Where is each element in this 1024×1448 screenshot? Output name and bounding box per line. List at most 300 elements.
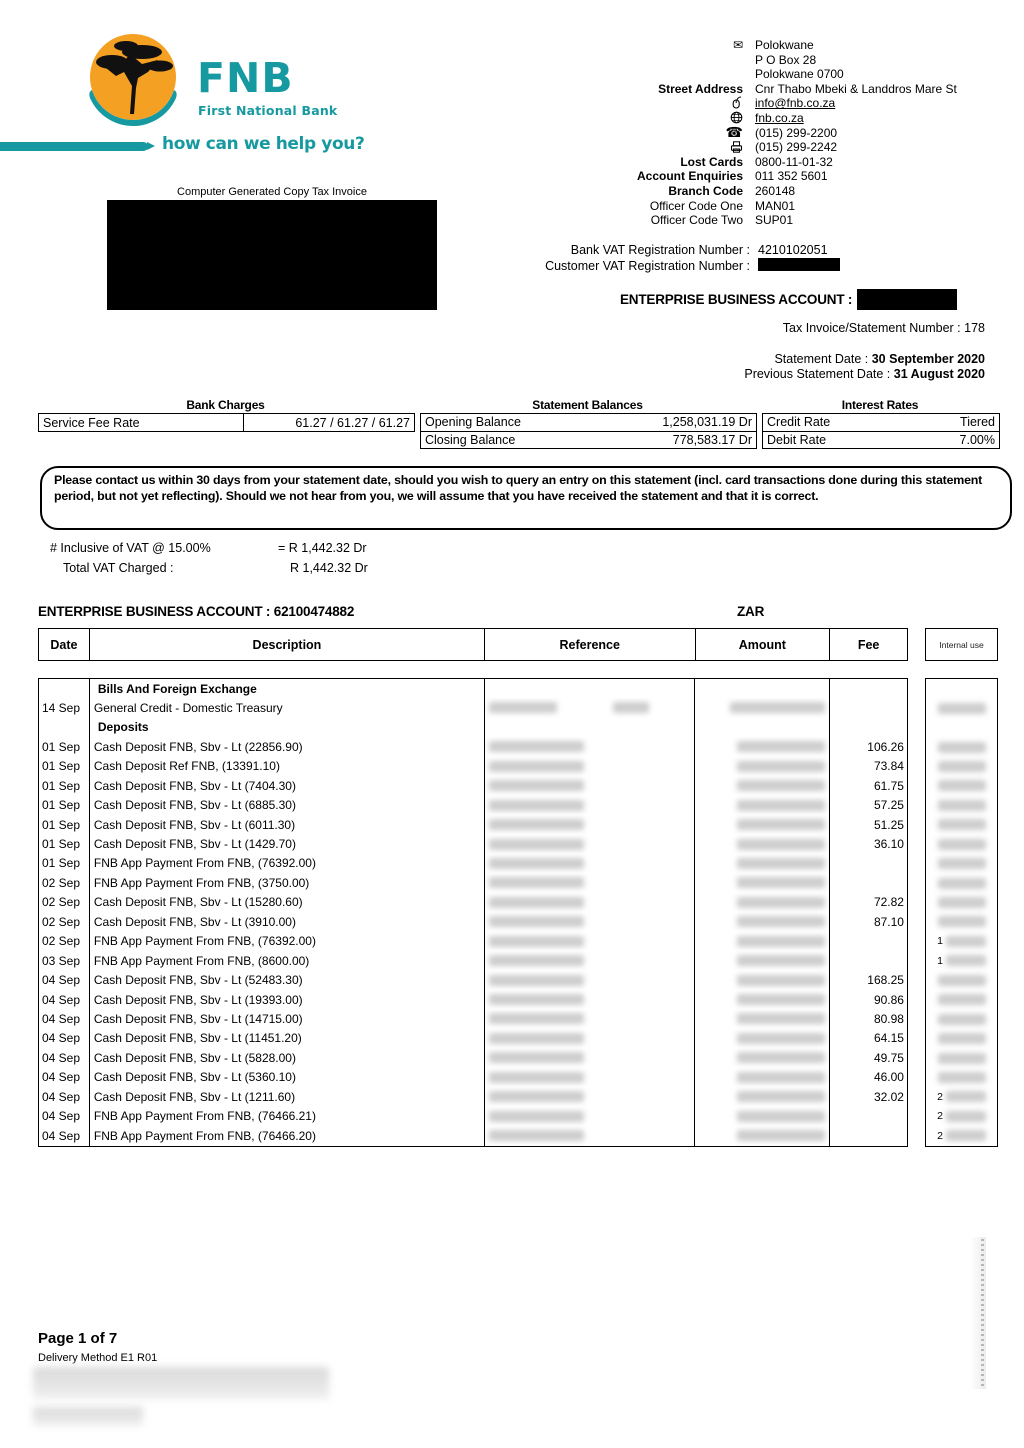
redacted-blur: [489, 858, 584, 869]
redacted-blur: [737, 858, 825, 869]
cell-description: Bills And Foreign Exchange: [89, 679, 484, 698]
cell-amount: [694, 854, 829, 873]
tax-invoice-number: 178: [964, 321, 985, 335]
redacted-blur: [737, 936, 825, 947]
redacted-blur: [938, 1033, 986, 1044]
redacted-blur: [489, 1013, 584, 1024]
account-enquiries-label: Account Enquiries: [636, 169, 743, 184]
cell-fee: [829, 679, 907, 698]
table-row: [39, 1048, 907, 1067]
cell-reference: [484, 1029, 695, 1048]
redacted-blur: [938, 858, 986, 869]
redacted-blur: [737, 897, 825, 908]
cell-description: FNB App Payment From FNB, (76466.20): [89, 1126, 484, 1145]
redacted-blur: [489, 1111, 584, 1122]
redacted-blur: [938, 839, 986, 850]
cell-description: Cash Deposit FNB, Sbv - Lt (5828.00): [89, 1048, 484, 1067]
previous-statement-date-line: Previous Statement Date : 31 August 2020: [744, 367, 985, 381]
cell-fee: 61.75: [829, 776, 907, 795]
officer-code-two-value: SUP01: [755, 213, 794, 228]
cell-reference: [484, 1009, 695, 1028]
redacted-blur: [489, 800, 584, 811]
cell-reference: [484, 990, 695, 1009]
table-row: [39, 1068, 907, 1087]
redacted-blur: [737, 780, 825, 791]
internal-use-row: [926, 796, 997, 815]
officer-code-two-label: Officer Code Two: [650, 213, 743, 228]
cell-date: 04 Sep: [42, 1128, 81, 1143]
cell-date: 01 Sep: [42, 739, 81, 754]
redacted-blur: [489, 819, 584, 830]
closing-balance-value: 778,583.17 Dr: [672, 432, 752, 447]
cell-amount: [694, 1009, 829, 1028]
redacted-blur: [938, 1014, 986, 1025]
internal-use-row: [926, 718, 997, 737]
vertical-microtext-strip: [972, 1237, 986, 1389]
cell-reference: [484, 1068, 695, 1087]
phone-number: (015) 299-2200: [755, 125, 838, 140]
cell-amount: [694, 873, 829, 892]
cell-fee: 73.84: [829, 757, 907, 776]
cell-date: 01 Sep: [42, 856, 81, 871]
redacted-blur: [737, 839, 825, 850]
table-row: [39, 698, 907, 717]
cell-description: Cash Deposit FNB, Sbv - Lt (6011.30): [89, 815, 484, 834]
website-link[interactable]: fnb.co.za: [755, 110, 804, 125]
table-row: [39, 912, 907, 931]
cell-date: 04 Sep: [42, 1070, 81, 1085]
table-row: [39, 1126, 907, 1145]
cell-description: Cash Deposit FNB, Sbv - Lt (5360.10): [89, 1068, 484, 1087]
service-fee-rate-label: Service Fee Rate: [43, 415, 140, 430]
cell-date: 02 Sep: [42, 914, 81, 929]
cell-date: [39, 679, 89, 698]
cell-date: 01 Sep: [42, 817, 81, 832]
cell-fee: [829, 873, 907, 892]
email-link[interactable]: info@fnb.co.za: [755, 96, 836, 111]
street-address-label: Street Address: [658, 81, 743, 96]
fnb-logo: [86, 32, 180, 132]
cell-reference: [484, 718, 695, 737]
cell-description: Cash Deposit FNB, Sbv - Lt (14715.00): [89, 1009, 484, 1028]
redacted-blur: [489, 741, 584, 752]
internal-use-row: [926, 873, 997, 892]
header-amount: Amount: [695, 629, 830, 660]
opening-balance-row: Opening Balance 1,258,031.19 Dr: [425, 415, 752, 430]
cell-description: Cash Deposit FNB, Sbv - Lt (52483.30): [89, 971, 484, 990]
cell-description: FNB App Payment From FNB, (76466.21): [89, 1107, 484, 1126]
customer-vat-redaction-box: [758, 258, 840, 271]
fax-number: (015) 299-2242: [755, 140, 838, 155]
interest-rates-title: Interest Rates: [841, 398, 919, 412]
fnb-tree-logo-graphic: [86, 32, 180, 132]
cell-reference: [484, 893, 695, 912]
redacted-blur: [489, 994, 584, 1005]
redacted-blur: [737, 1091, 825, 1102]
redacted-blur: [489, 1091, 584, 1102]
branch-code-label: Branch Code: [668, 183, 743, 198]
cell-description: Cash Deposit FNB, Sbv - Lt (19393.00): [89, 990, 484, 1009]
cell-fee: [829, 1126, 907, 1145]
previous-statement-date: 31 August 2020: [893, 367, 985, 381]
internal-use-row: [926, 1068, 997, 1087]
table-row: [39, 737, 907, 756]
cell-reference: [484, 854, 695, 873]
cell-amount: [694, 718, 829, 737]
internal-use-row: [926, 932, 997, 951]
cell-description: General Credit - Domestic Treasury: [89, 698, 484, 717]
cell-date: 04 Sep: [42, 1050, 81, 1065]
lost-cards-value: 0800-11-01-32: [755, 154, 833, 169]
service-fee-rate-value: 61.27 / 61.27 / 61.27: [243, 414, 414, 431]
contact-pobox: P O Box 28: [755, 52, 817, 67]
contact-postal: Polokwane 0700: [755, 67, 844, 82]
table-row: [39, 757, 907, 776]
cell-amount: [694, 971, 829, 990]
table-row: [39, 932, 907, 951]
cell-reference: [484, 1107, 695, 1126]
cell-date: [39, 718, 89, 737]
cell-date: 02 Sep: [42, 895, 81, 910]
redacted-blur: [489, 1033, 584, 1044]
redacted-blur: [737, 1052, 825, 1063]
redacted-blur: [613, 702, 649, 713]
cell-date: 02 Sep: [42, 934, 81, 949]
cell-amount: [694, 737, 829, 756]
contact-city: Polokwane: [755, 38, 814, 52]
redacted-blur: [489, 877, 584, 888]
cell-description: Cash Deposit FNB, Sbv - Lt (1211.60): [89, 1087, 484, 1106]
cell-reference: [484, 971, 695, 990]
internal-use-header: Internal use: [925, 628, 998, 661]
table-row: [39, 854, 907, 873]
redacted-blur: [489, 975, 584, 986]
redacted-blur: [946, 1091, 986, 1102]
cell-amount: [694, 1087, 829, 1106]
header-fee: Fee: [829, 629, 907, 660]
internal-use-prefix: 2: [937, 1110, 943, 1123]
redacted-blur: [737, 819, 825, 830]
customer-vat-label: Customer VAT Registration Number :: [545, 259, 750, 273]
cell-reference: [484, 951, 695, 970]
table-row: [39, 873, 907, 892]
redacted-blur: [938, 800, 986, 811]
brand-swoosh-line: [0, 142, 148, 151]
cell-fee: [829, 932, 907, 951]
internal-use-row: [926, 737, 997, 756]
branch-code-value: 260148: [755, 183, 796, 198]
header-date: Date: [50, 637, 78, 652]
table-row: [39, 718, 907, 737]
statement-balances-title: Statement Balances: [532, 398, 643, 412]
cell-fee: 80.98: [829, 1009, 907, 1028]
redacted-blur: [737, 1033, 825, 1044]
bank-charges-table: [38, 413, 415, 432]
cell-date: 01 Sep: [42, 759, 81, 774]
redacted-blur: [489, 1130, 584, 1141]
redacted-blur: [938, 819, 986, 830]
cell-amount: [694, 835, 829, 854]
internal-use-row: [926, 1048, 997, 1067]
cell-date: 01 Sep: [42, 837, 81, 851]
globe-icon: [610, 111, 743, 126]
fnb-wordmark: FNB: [197, 54, 294, 102]
cell-fee: 87.10: [829, 912, 907, 931]
bank-charges-title: Bank Charges: [186, 398, 265, 412]
redacted-blur: [737, 975, 825, 986]
internal-use-row: [926, 679, 997, 698]
cell-description: Cash Deposit FNB, Sbv - Lt (3910.00): [89, 912, 484, 931]
transaction-table-header: [38, 628, 908, 661]
bank-vat-value: 4210102051: [758, 243, 828, 257]
footer-redacted-text-block: [33, 1367, 329, 1399]
enterprise-account-title: ENTERPRISE BUSINESS ACCOUNT :: [620, 291, 853, 307]
redacted-blur: [938, 1072, 986, 1083]
currency-label: ZAR: [737, 604, 765, 619]
delivery-method: Delivery Method E1 R01: [38, 1352, 158, 1364]
table-row: [39, 893, 907, 912]
customer-address-redaction-box: [107, 200, 437, 310]
cell-amount: [694, 757, 829, 776]
bank-vat-label: Bank VAT Registration Number :: [570, 243, 750, 257]
cell-description: FNB App Payment From FNB, (76392.00): [89, 854, 484, 873]
internal-use-row: [926, 951, 997, 970]
internal-use-row: [926, 835, 997, 854]
cell-description: Cash Deposit FNB, Sbv - Lt (15280.60): [89, 893, 484, 912]
cell-fee: 90.86: [829, 990, 907, 1009]
cell-date: 01 Sep: [42, 798, 81, 813]
statement-balances-table: [420, 413, 757, 449]
redacted-blur: [946, 955, 986, 966]
cell-amount: [694, 1068, 829, 1087]
cell-amount: [694, 951, 829, 970]
tax-invoice-number-line: Tax Invoice/Statement Number : 178: [782, 321, 985, 335]
statement-query-notice: Please contact us within 30 days from your statement date, should you wish to query an entry on this statement (incl. card transactions done during this statement period, but not yet reflecting). Should we not hear from you, we will assume that you have received the statement and that it is correct.: [40, 466, 1012, 530]
officer-code-one-label: Officer Code One: [649, 198, 743, 213]
redacted-blur: [938, 703, 986, 714]
total-vat-label: Total VAT Charged :: [63, 561, 174, 575]
redacted-blur: [938, 761, 986, 772]
cell-reference: [484, 796, 695, 815]
cell-amount: [694, 990, 829, 1009]
table-row: [39, 1087, 907, 1106]
header-description: Description: [89, 629, 484, 660]
cell-amount: [694, 1107, 829, 1126]
cell-reference: [484, 873, 695, 892]
cell-description: FNB App Payment From FNB, (8600.00): [89, 951, 484, 970]
cell-fee: 46.00: [829, 1068, 907, 1087]
cell-date: 02 Sep: [42, 875, 81, 890]
cell-fee: 32.02: [829, 1087, 907, 1106]
redacted-blur: [737, 994, 825, 1005]
redacted-blur: [737, 877, 825, 888]
redacted-blur: [938, 975, 986, 986]
mouse-icon: [610, 96, 743, 111]
vat-registration-block: [480, 242, 1014, 275]
officer-code-one-value: MAN01: [755, 198, 796, 213]
redacted-blur: [938, 742, 986, 753]
cell-amount: [694, 1126, 829, 1145]
cell-description: Cash Deposit FNB, Sbv - Lt (1429.70): [89, 835, 484, 854]
redacted-blur: [938, 878, 986, 889]
table-row: [39, 1009, 907, 1028]
cell-amount: [694, 1048, 829, 1067]
cell-description: Cash Deposit FNB, Sbv - Lt (7404.30): [89, 776, 484, 795]
redacted-blur: [737, 741, 825, 752]
internal-use-row: [926, 1107, 997, 1126]
redacted-blur: [737, 1130, 825, 1141]
cell-reference: [484, 835, 695, 854]
statement-date: 30 September 2020: [871, 352, 985, 366]
redacted-blur: [489, 839, 584, 850]
cell-amount: [694, 932, 829, 951]
cell-date: 03 Sep: [42, 953, 81, 968]
cell-reference: [484, 1126, 695, 1145]
redacted-blur: [938, 994, 986, 1005]
redacted-blur: [737, 1072, 825, 1083]
redacted-blur: [737, 1111, 825, 1122]
redacted-blur: [946, 1111, 986, 1122]
statement-date-line: Statement Date : 30 September 2020: [774, 352, 985, 366]
cell-reference: [484, 776, 695, 795]
credit-rate-value: Tiered: [960, 415, 995, 430]
account-enquiries-value: 011 352 5601: [755, 169, 828, 184]
internal-use-body: [925, 678, 998, 1147]
transaction-table-body: [38, 678, 908, 1147]
redacted-blur: [737, 916, 825, 927]
table-row: [39, 796, 907, 815]
internal-use-row: [926, 757, 997, 776]
bank-contact-block: [610, 38, 1014, 228]
total-vat-value: R 1,442.32 Dr: [290, 561, 368, 575]
redacted-blur: [946, 1130, 986, 1141]
cell-fee: 36.10: [829, 835, 907, 854]
cell-reference: [484, 815, 695, 834]
header-reference: Reference: [484, 629, 695, 660]
table-row: [39, 679, 907, 698]
redacted-blur: [938, 1053, 986, 1064]
cell-amount: [694, 912, 829, 931]
cell-reference: [484, 932, 695, 951]
table-row: [39, 776, 907, 795]
cell-reference: [484, 757, 695, 776]
redacted-blur: [489, 761, 584, 772]
account-section-title: ENTERPRISE BUSINESS ACCOUNT : 62100474882: [38, 604, 355, 619]
cell-reference: [484, 1087, 695, 1106]
cell-reference: [484, 912, 695, 931]
internal-use-row: [926, 1009, 997, 1028]
internal-use-prefix: 2: [937, 1090, 943, 1103]
envelope-icon: ✉: [732, 38, 743, 52]
credit-rate-row: Credit Rate Tiered: [767, 415, 995, 430]
cell-fee: 106.26: [829, 737, 907, 756]
cell-fee: [829, 718, 907, 737]
cell-amount: [694, 776, 829, 795]
cell-fee: 168.25: [829, 971, 907, 990]
cell-description: Deposits: [89, 718, 484, 737]
redacted-blur: [489, 955, 584, 966]
internal-use-row: [926, 1126, 997, 1145]
redacted-blur: [489, 1052, 584, 1063]
cell-amount: [694, 1029, 829, 1048]
fax-icon: [610, 140, 743, 155]
cell-description: Cash Deposit Ref FNB, (13391.10): [89, 757, 484, 776]
cell-date: 14 Sep: [42, 700, 81, 715]
cell-date: 04 Sep: [42, 1011, 81, 1026]
internal-use-prefix: 2: [937, 1129, 943, 1142]
cell-fee: 72.82: [829, 893, 907, 912]
cell-date: 04 Sep: [42, 1109, 81, 1124]
cell-fee: 64.15: [829, 1029, 907, 1048]
internal-use-row: [926, 698, 997, 717]
cell-date: 04 Sep: [42, 973, 81, 988]
interest-rates-table: [762, 413, 1000, 449]
internal-use-prefix: 1: [937, 935, 943, 948]
cell-date: 04 Sep: [42, 1089, 81, 1104]
lost-cards-label: Lost Cards: [680, 154, 743, 169]
cell-reference: [484, 698, 695, 717]
cell-date: 01 Sep: [42, 778, 81, 793]
redacted-blur: [737, 761, 825, 772]
closing-balance-row: Closing Balance 778,583.17 Dr: [421, 431, 756, 449]
brand-slogan: how can we help you?: [162, 134, 365, 154]
cell-amount: [694, 679, 829, 698]
internal-use-row: [926, 1029, 997, 1048]
cell-reference: [484, 1048, 695, 1067]
redacted-blur: [946, 936, 986, 947]
cell-amount: [694, 698, 829, 717]
debit-rate-row: Debit Rate 7.00%: [763, 431, 999, 449]
cell-date: 04 Sep: [42, 992, 81, 1007]
redacted-blur: [489, 780, 584, 791]
cell-amount: [694, 893, 829, 912]
table-row: [39, 835, 907, 854]
cell-amount: [694, 815, 829, 834]
redacted-blur: [938, 897, 986, 908]
internal-use-prefix: 1: [937, 954, 943, 967]
cell-description: FNB App Payment From FNB, (76392.00): [89, 932, 484, 951]
redacted-blur: [730, 702, 825, 713]
cell-description: Cash Deposit FNB, Sbv - Lt (22856.90): [89, 737, 484, 756]
internal-use-row: [926, 854, 997, 873]
redacted-blur: [737, 1013, 825, 1024]
redacted-blur: [489, 1072, 584, 1083]
copy-tax-invoice-label: Computer Generated Copy Tax Invoice: [177, 186, 367, 198]
cell-description: Cash Deposit FNB, Sbv - Lt (11451.20): [89, 1029, 484, 1048]
debit-rate-value: 7.00%: [959, 432, 995, 447]
table-row: [39, 1107, 907, 1126]
enterprise-account-heading: [620, 288, 957, 310]
table-row: [39, 1029, 907, 1048]
footer-redacted-small-block: [33, 1407, 143, 1426]
cell-reference: [484, 737, 695, 756]
redacted-blur: [938, 780, 986, 791]
cell-fee: [829, 951, 907, 970]
redacted-blur: [737, 955, 825, 966]
internal-use-row: [926, 990, 997, 1009]
cell-fee: [829, 698, 907, 717]
table-row: [39, 815, 907, 834]
cell-description: Cash Deposit FNB, Sbv - Lt (6885.30): [89, 796, 484, 815]
cell-date: 04 Sep: [42, 1031, 81, 1046]
table-row: [39, 971, 907, 990]
internal-use-row: [926, 893, 997, 912]
cell-amount: [694, 796, 829, 815]
cell-description: FNB App Payment From FNB, (3750.00): [89, 873, 484, 892]
vat-inclusive-label: # Inclusive of VAT @ 15.00%: [50, 541, 211, 555]
cell-reference: [484, 679, 695, 698]
opening-balance-value: 1,258,031.19 Dr: [662, 415, 752, 430]
